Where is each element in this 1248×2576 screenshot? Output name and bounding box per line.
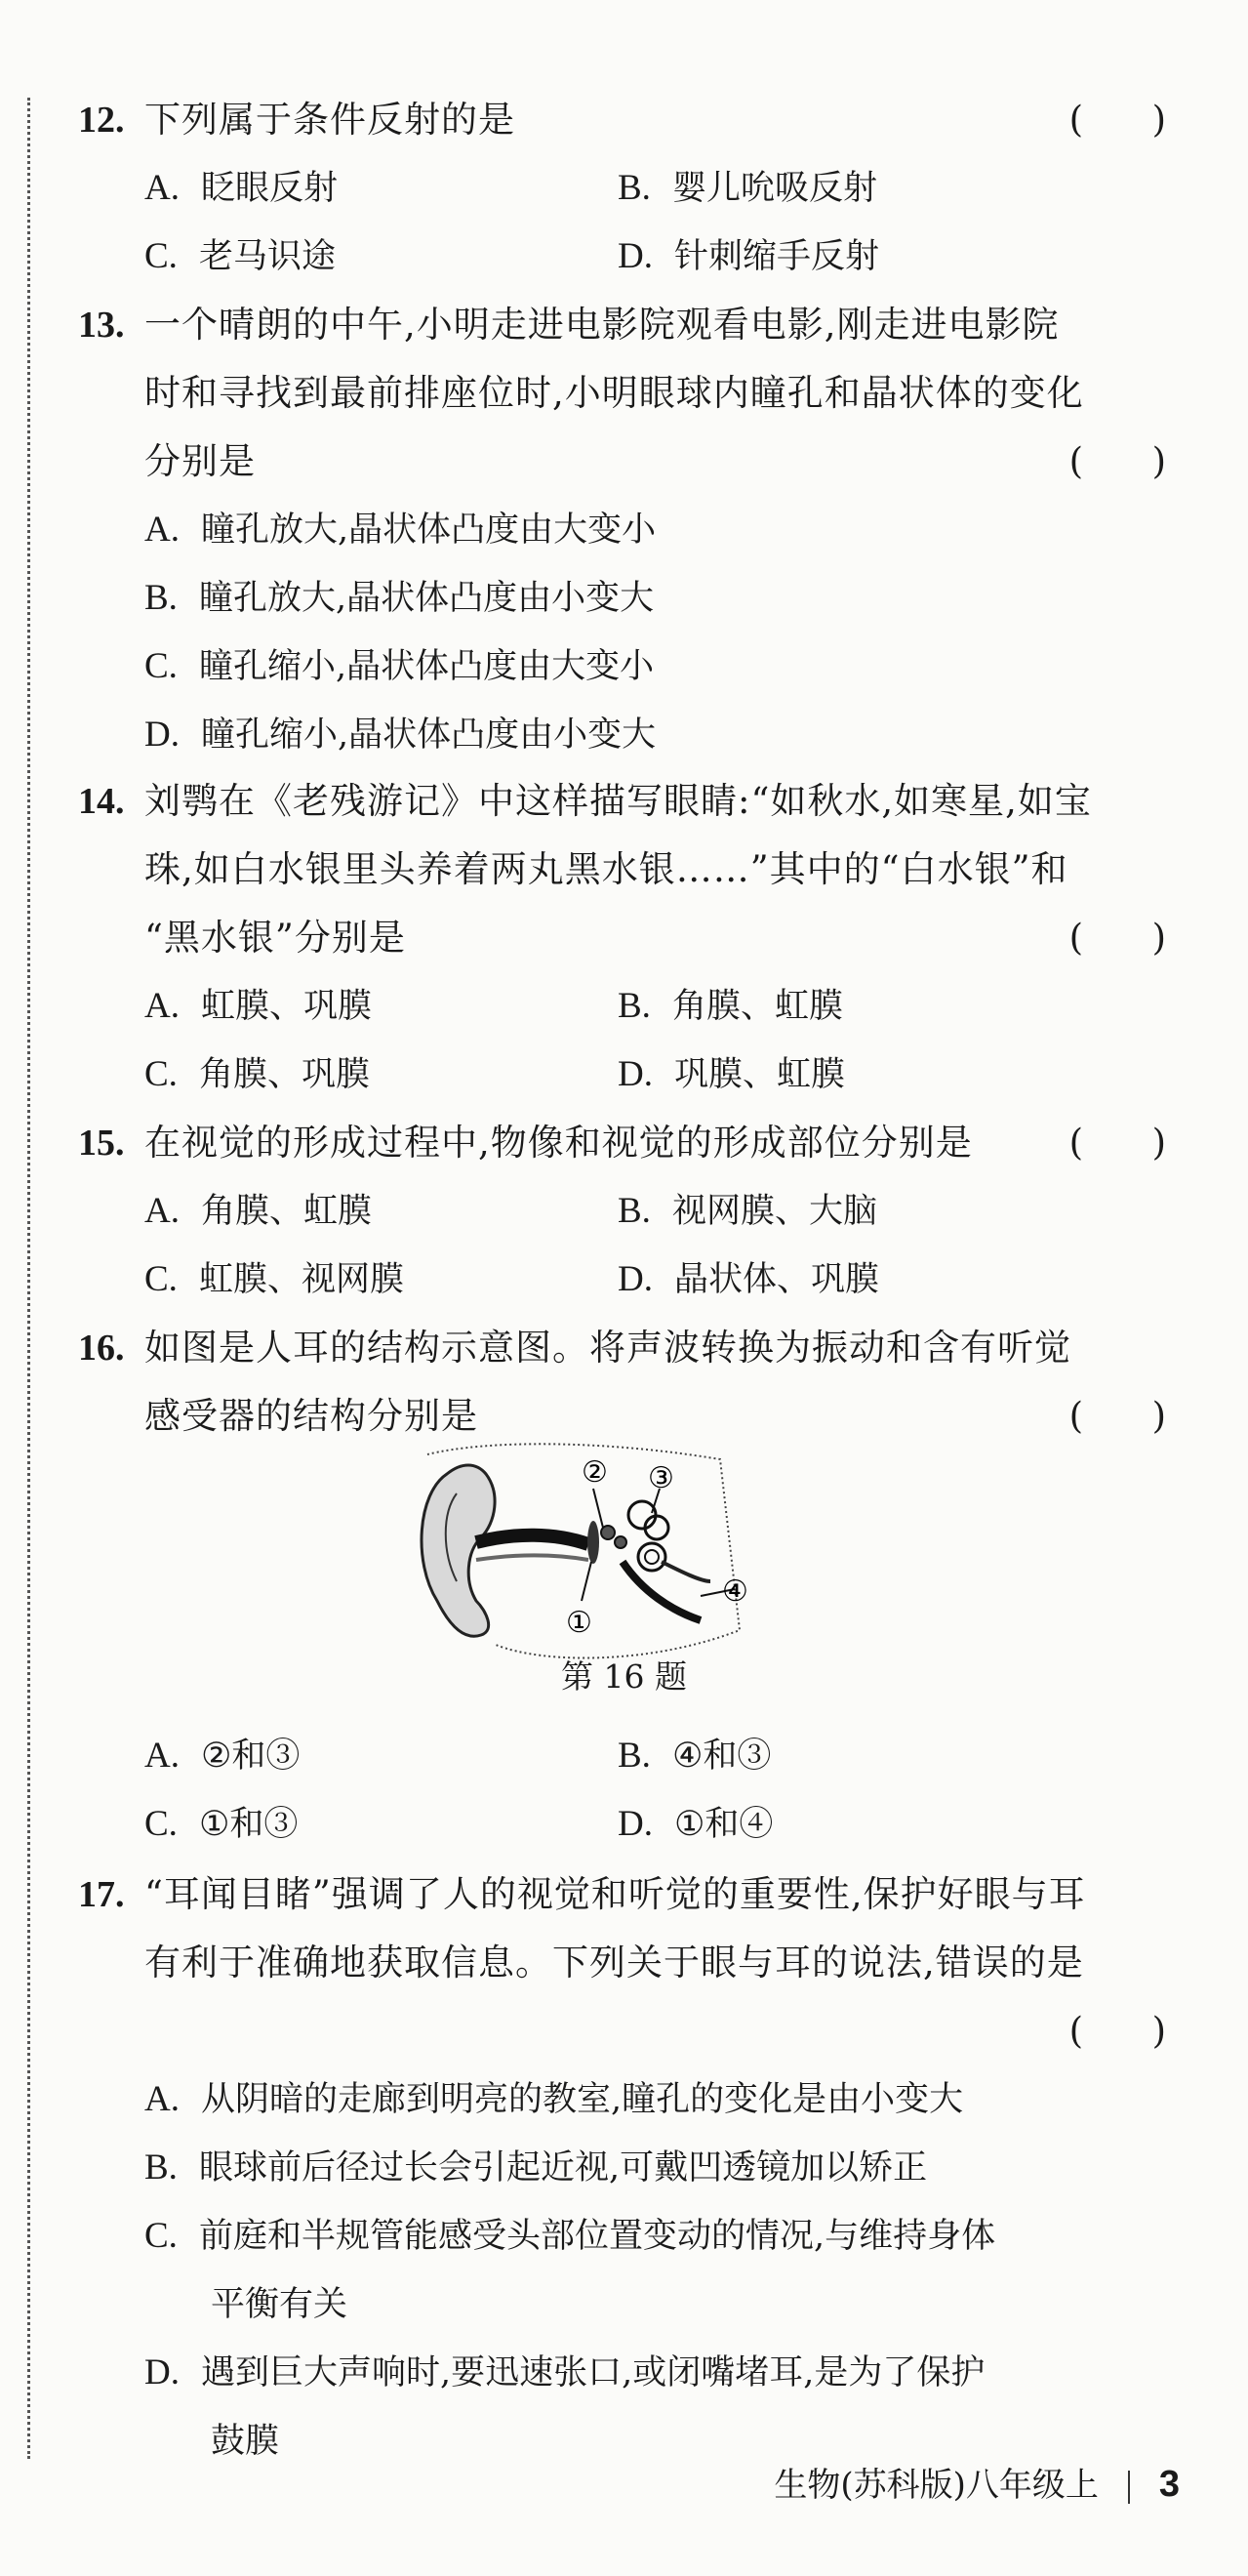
option-d[interactable]: D. 瞳孔缩小,晶状体凸度由小变大 [144,715,657,755]
question-number: 13. [78,305,125,346]
option-c[interactable]: C. 角膜、巩膜 [144,1054,370,1094]
option-a[interactable]: A. 瞳孔放大,晶状体凸度由大变小 [144,510,657,550]
option-b[interactable]: B. 瞳孔放大,晶状体凸度由小变大 [144,578,655,618]
question-number: 14. [78,781,125,822]
ear-structure-figure [408,1435,759,1669]
option-c[interactable]: C. 虹膜、视网膜 [144,1259,404,1299]
question-number: 15. [78,1123,125,1164]
question-stem-line: “耳闻目睹”强调了人的视觉和听觉的重要性,保护好眼与耳 [144,1873,1086,1915]
answer-blank[interactable]: ( ) [1068,2010,1166,2052]
option-a[interactable]: A. ②和③ [144,1736,301,1776]
answer-blank[interactable]: ( ) [1068,99,1166,141]
question-stem-line: 珠,如白水银里头养着两丸黑水银……”其中的“白水银”和 [144,848,1068,890]
label-1: ① [566,1606,592,1640]
question-number: 17. [78,1874,125,1915]
option-a[interactable]: A. 从阴暗的走廊到明亮的教室,瞳孔的变化是由小变大 [144,2079,964,2119]
question-stem-line: 一个晴朗的中午,小明走进电影院观看电影,刚走进电影院 [144,304,1060,346]
answer-blank[interactable]: ( ) [1068,917,1166,959]
option-d[interactable]: D. ①和④ [618,1804,774,1844]
question-stem-line: 感受器的结构分别是 [144,1395,478,1437]
question-stem: 下列属于条件反射的是 [144,99,515,141]
option-b[interactable]: B. 角膜、虹膜 [618,986,843,1026]
label-3: ③ [648,1461,674,1495]
page-number: 3 [1158,2464,1180,2505]
figure-caption: 第 16 题 [561,1657,687,1696]
ear-diagram-illustration [408,1435,759,1669]
option-d-continued: 鼓膜 [211,2422,280,2461]
option-b[interactable]: B. 视网膜、大脑 [618,1191,877,1231]
question-stem-line: 有利于准确地获取信息。下列关于眼与耳的说法,错误的是 [144,1942,1084,1983]
option-a[interactable]: A. 角膜、虹膜 [144,1191,372,1231]
label-4: ④ [722,1574,748,1609]
question-stem-line: 刘鹗在《老残游记》中这样描写眼睛:“如秋水,如寒星,如宝 [144,780,1092,822]
option-c[interactable]: C. 老马识途 [144,236,336,276]
footer-divider [1128,2471,1130,2504]
question-stem-line: “黑水银”分别是 [144,917,406,959]
option-b[interactable]: B. 眼球前后径过长会引起近视,可戴凹透镜加以矫正 [144,2147,928,2188]
question-stem: 在视觉的形成过程中,物像和视觉的形成部位分别是 [144,1122,973,1164]
question-stem-line: 分别是 [144,440,256,482]
label-2: ② [582,1455,608,1490]
option-a[interactable]: A. 虹膜、巩膜 [144,986,372,1026]
option-c-continued: 平衡有关 [211,2285,348,2324]
option-c[interactable]: C. 前庭和半规管能感受头部位置变动的情况,与维持身体 [144,2216,996,2256]
option-b[interactable]: B. 婴儿吮吸反射 [618,168,877,208]
question-stem-line: 时和寻找到最前排座位时,小明眼球内瞳孔和晶状体的变化 [144,372,1084,414]
option-d[interactable]: D. 针刺缩手反射 [618,236,879,276]
option-d[interactable]: D. 晶状体、巩膜 [618,1259,879,1299]
option-c[interactable]: C. 瞳孔缩小,晶状体凸度由大变小 [144,646,655,686]
question-number: 12. [78,100,125,141]
option-c[interactable]: C. ①和③ [144,1804,299,1844]
option-d[interactable]: D. 遇到巨大声响时,要迅速张口,或闭嘴堵耳,是为了保护 [144,2352,986,2392]
question-number: 16. [78,1328,125,1369]
option-a[interactable]: A. 眨眼反射 [144,168,338,208]
answer-blank[interactable]: ( ) [1068,1122,1166,1164]
page-footer [774,2460,1180,2510]
answer-blank[interactable]: ( ) [1068,440,1166,482]
option-b[interactable]: B. ④和③ [618,1736,772,1776]
question-stem-line: 如图是人耳的结构示意图。将声波转换为振动和含有听觉 [144,1327,1071,1369]
binding-margin-line [27,98,30,2459]
option-d[interactable]: D. 巩膜、虹膜 [618,1054,845,1094]
subject-label: 生物(苏科版)八年级上 [774,2466,1099,2505]
answer-blank[interactable]: ( ) [1068,1395,1166,1437]
